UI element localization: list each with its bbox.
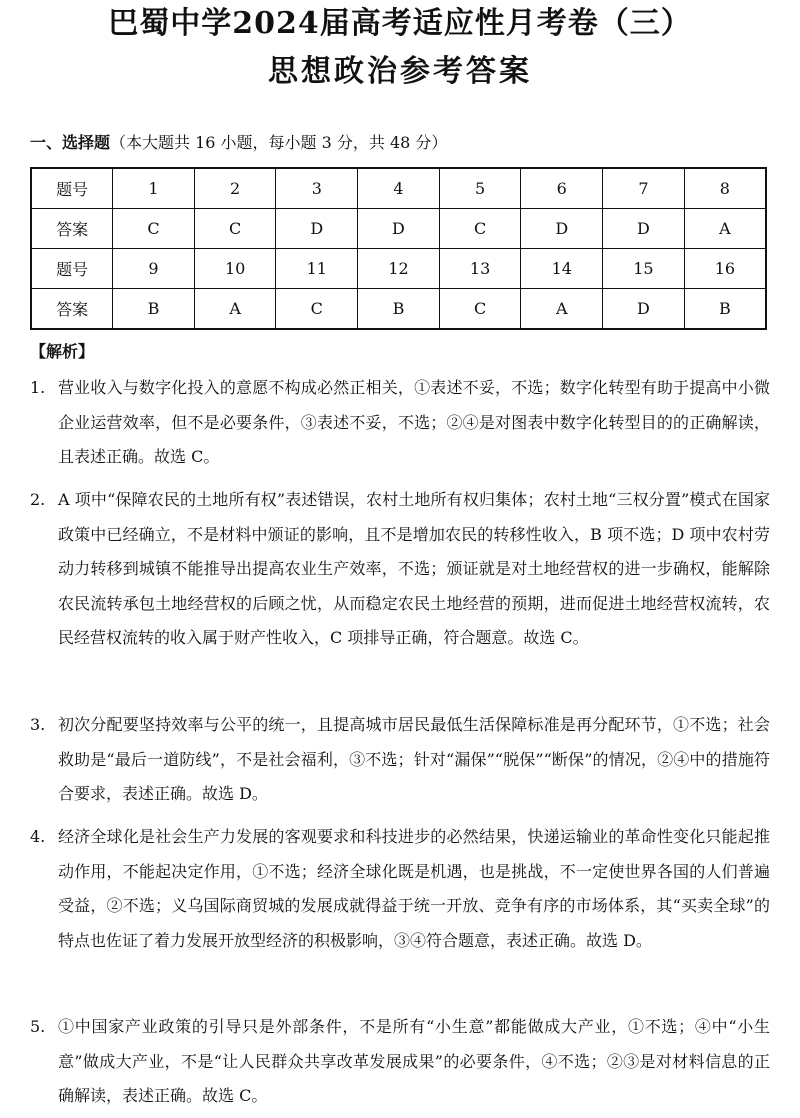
item-number: 5. xyxy=(30,1017,46,1036)
analysis-item xyxy=(30,371,770,475)
answer-cell: B xyxy=(358,289,440,330)
question-number: 11 xyxy=(276,249,358,289)
row-label-answer: 答案 xyxy=(31,289,113,330)
analysis-item xyxy=(30,708,770,812)
section-heading xyxy=(30,130,447,156)
question-number: 2 xyxy=(194,168,276,209)
answer-cell: C xyxy=(439,209,521,249)
item-text: 初次分配要坚持效率与公平的统一，且提高城市居民最低生活保障标准是再分配环节，①不选；社会救助是“最后一道防线”，不是社会福利，③不选；针对“漏保”“脱保”“断保”的情况，②④中的措施符合要求，表述正确。故选 D。 xyxy=(58,715,770,803)
answer-cell: B xyxy=(113,289,195,330)
analysis-item xyxy=(30,483,770,656)
item-text: A 项中“保障农民的土地所有权”表述错误，农村土地所有权归集体；农村土地“三权分置”模式在国家政策中已经确立，不是材料中颁证的影响，且不是增加农民的转移性收入，B 项不选；D 项中农村劳动力转移到城镇不能推导出提高农业生产效率，不选；颁证就是对土地经营权的进一步确权，能解除农民流转承包土地经营权的后顾之忧，从而稳定农民土地经营的预期，进而促进土地经营权流转，农民经营权流转的收入属于财产性收入，C 项排导正确，符合题意。故选 C。 xyxy=(58,490,770,647)
item-text: 营业收入与数字化投入的意愿不构成必然正相关，①表述不妥，不选；数字化转型有助于提高中小微企业运营效率，但不是必要条件，③表述不妥，不选；②④是对图表中数字化转型目的的正确解读，且表述正确。故选 C。 xyxy=(58,378,770,466)
analysis-item xyxy=(30,820,770,958)
item-text: 经济全球化是社会生产力发展的客观要求和科技进步的必然结果，快递运输业的革命性变化只能起推动作用，不能起决定作用，①不选；经济全球化既是机遇，也是挑战，不一定使世界各国的人们普遍受益，②不选；义乌国际商贸城的发展成就得益于统一开放、竞争有序的市场体系，其“买卖全球”的特点也佐证了着力发展开放型经济的积极影响，③④符合题意，表述正确。故选 D。 xyxy=(58,827,770,950)
analysis-item xyxy=(30,1010,770,1114)
question-number: 13 xyxy=(439,249,521,289)
document-title: 巴蜀中学2024届高考适应性月考卷（三） xyxy=(108,6,692,41)
question-number: 12 xyxy=(358,249,440,289)
answer-cell: C xyxy=(194,209,276,249)
question-number: 3 xyxy=(276,168,358,209)
table-row-numbers-2 xyxy=(31,249,766,289)
question-number: 8 xyxy=(684,168,766,209)
table-row-answers-1 xyxy=(31,209,766,249)
answer-cell: A xyxy=(684,209,766,249)
question-number: 10 xyxy=(194,249,276,289)
row-label-answer: 答案 xyxy=(31,209,113,249)
answer-table xyxy=(30,167,767,330)
answer-cell: C xyxy=(113,209,195,249)
question-number: 5 xyxy=(439,168,521,209)
answer-cell: D xyxy=(358,209,440,249)
question-number: 6 xyxy=(521,168,603,209)
document-subtitle: 思想政治参考答案 xyxy=(268,54,532,89)
answer-cell: A xyxy=(194,289,276,330)
item-number: 2. xyxy=(30,490,46,509)
item-number: 1. xyxy=(30,378,46,397)
question-number: 7 xyxy=(603,168,685,209)
answer-cell: D xyxy=(276,209,358,249)
section-label: 一、选择题 xyxy=(30,133,111,152)
question-number: 16 xyxy=(684,249,766,289)
row-label-question: 题号 xyxy=(31,168,113,209)
answer-cell: D xyxy=(603,209,685,249)
answer-cell: C xyxy=(439,289,521,330)
table-row-answers-2 xyxy=(31,289,766,330)
analysis-label: 【解析】 xyxy=(30,342,95,361)
answer-cell: D xyxy=(603,289,685,330)
question-number: 4 xyxy=(358,168,440,209)
item-number: 4. xyxy=(30,827,46,846)
question-number: 14 xyxy=(521,249,603,289)
row-label-question: 题号 xyxy=(31,249,113,289)
answer-cell: C xyxy=(276,289,358,330)
question-number: 9 xyxy=(113,249,195,289)
question-number: 15 xyxy=(603,249,685,289)
item-number: 3. xyxy=(30,715,46,734)
question-number: 1 xyxy=(113,168,195,209)
item-text: ①中国家产业政策的引导只是外部条件，不是所有“小生意”都能做成大产业，①不选；④中“小生意”做成大产业，不是“让人民群众共享改革发展成果”的必要条件，④不选；②③是对材料信息的正确解读，表述正确。故选 C。 xyxy=(58,1017,770,1105)
answer-cell: B xyxy=(684,289,766,330)
answer-cell: D xyxy=(521,209,603,249)
section-note: （本大题共 16 小题，每小题 3 分，共 48 分） xyxy=(110,133,448,152)
answer-cell: A xyxy=(521,289,603,330)
table-row-numbers-1 xyxy=(31,168,766,209)
